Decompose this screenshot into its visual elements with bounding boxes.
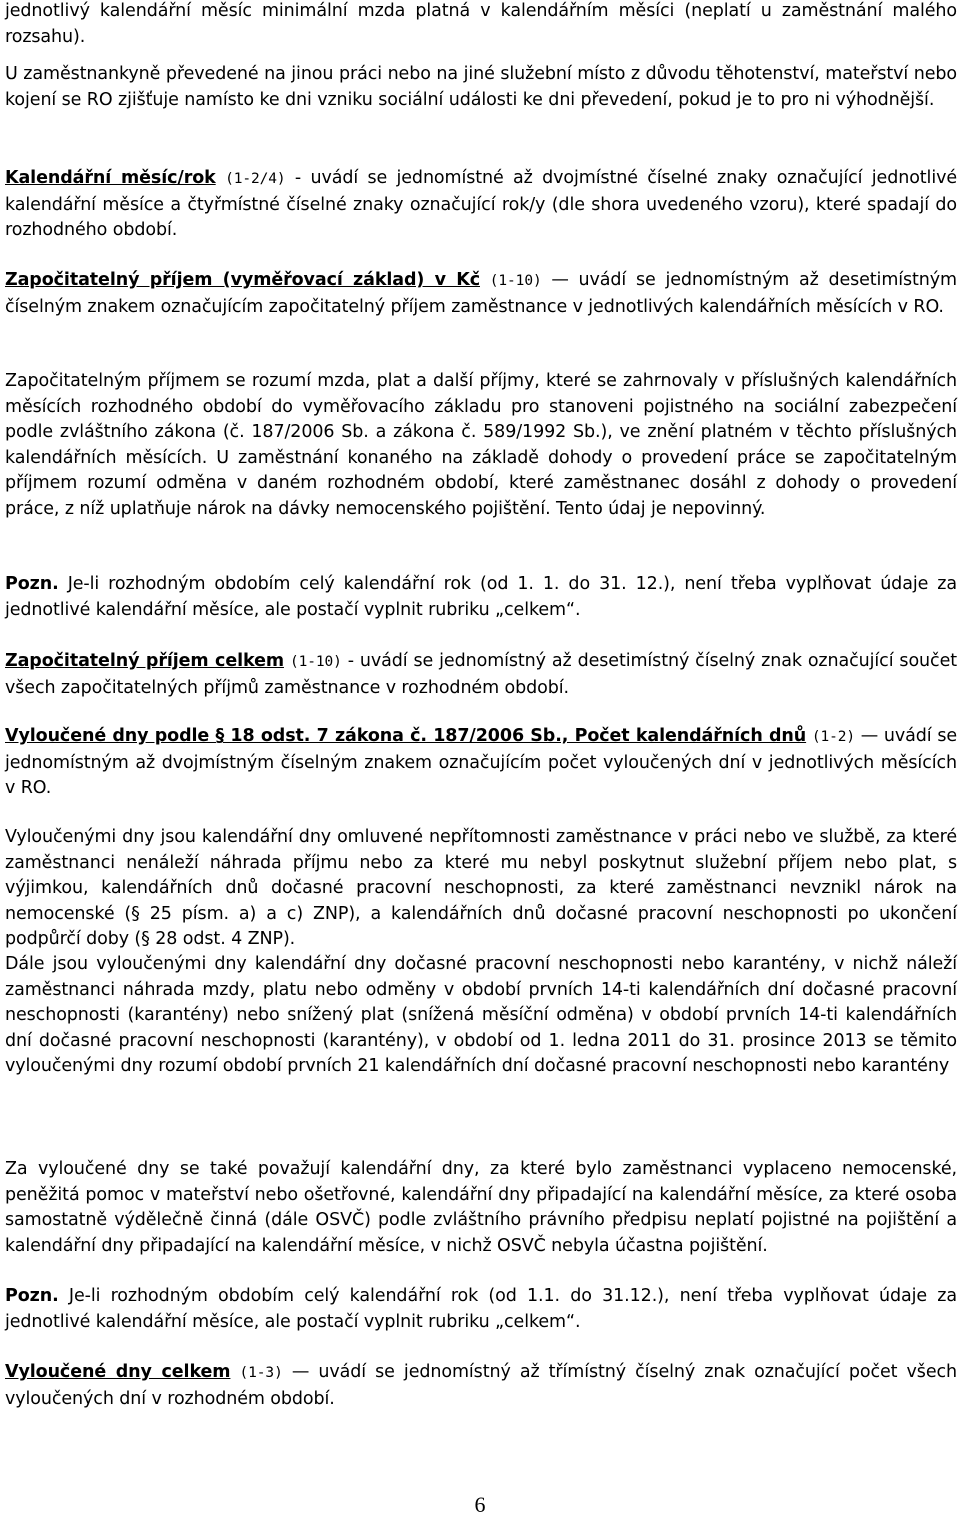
paragraph-excluded-days-total xyxy=(5,1360,957,1412)
range-countable-income-total: (1-10) xyxy=(289,654,342,670)
paragraph-text: — uvádí se jednomístným až desetimístným číselným znakem označujícím započitatelný příjem zaměstnance v jednotlivých kalendářních měsících v RO. xyxy=(5,270,958,317)
paragraph-text: jednotlivý kalendářní měsíc minimální mzda platná v kalendářním měsíci (neplatí u zaměstnání malého rozsahu). xyxy=(5,1,957,47)
heading-countable-income-total: Započitatelný příjem celkem xyxy=(5,651,284,671)
paragraph-excluded-days-definition xyxy=(5,825,957,953)
paragraph-text: (dle shora uvedeného vzoru), které spadají do rozhodného období. xyxy=(5,194,957,240)
heading-countable-income: Započitatelný příjem (vyměřovací základ) v Kč xyxy=(5,270,480,290)
paragraph-text: Za vyloučené dny se také považují kalendářní dny, za které bylo zaměstnanci vyplaceno nemocenské, peněžitá pomoc v mateřství nebo ošetřovné, kalendářní dny připadající na kalendářní měsíce, za které osoba samostatně výdělečně činná (dále OSVČ) podle zvláštního právního předpisu neplatí pojistné na pojištění a kalendářní dny připadající na kalendářní měsíce, v nichž OSVČ nebyla účastna pojištění. xyxy=(5,1159,957,1256)
paragraph-text: - uvádí se jednomístné až dvojmístné číselné znaky označující jednotlivé kalendářní měsíce a čtyřmístné číselné znaky označující rok/y xyxy=(5,168,958,215)
paragraph-countable-income xyxy=(5,268,957,320)
paragraph-text: Je-li rozhodným obdobím celý kalendářní rok (od 1.1. do 31.12.), není třeba vyplňovat údaje za jednotlivé kalendářní měsíce, ale postačí vyplnit rubriku „celkem“. xyxy=(5,1286,957,1332)
note-calendar-year-2 xyxy=(5,1284,957,1335)
paragraph-text: - uvádí se jednomístný až desetimístný číselný znak označující součet všech započitatelných příjmů zaměstnance v rozhodném období. xyxy=(5,651,957,698)
paragraph-countable-income-definition xyxy=(5,369,957,522)
note-calendar-year-1 xyxy=(5,572,957,623)
paragraph-excluded-days-sickness xyxy=(5,952,957,1080)
paragraph-excluded-days-other xyxy=(5,1157,957,1259)
heading-excluded-days-total: Vyloučené dny celkem xyxy=(5,1362,231,1382)
paragraph-text: — uvádí se jednomístný až třímístný číselný znak označující počet všech vyloučených dní v rozhodném období. xyxy=(5,1362,957,1409)
paragraph-calendar-month xyxy=(5,166,957,244)
heading-excluded-days: Vyloučené dny podle § 18 odst. 7 zákona č. 187/2006 Sb., Počet kalendářních dnů xyxy=(5,726,807,746)
note-label: Pozn. xyxy=(5,1286,59,1306)
range-excluded-days: (1-2) xyxy=(811,729,856,745)
range-excluded-days-total: (1-3) xyxy=(239,1365,283,1381)
paragraph-text: Vyloučenými dny jsou kalendářní dny omluvené nepřítomnosti zaměstnance v práci nebo ve službě, za které zaměstnanci nenáleží náhrada příjmu nebo za které mu nebyl poskytnut služební příjem nebo plat, s výjimkou, kalendářních dnů dočasné pracovní neschopnosti, za které zaměstnanci nevznikl nárok na nemocenské (§ 25 písm. a) a c) ZNP), a kalendářních dnů dočasné pracovní neschopnosti po ukončení podpůrčí doby (§ 28 odst. 4 ZNP). xyxy=(5,827,957,949)
paragraph-minimum-wage xyxy=(5,0,957,50)
range-countable-income: (1-10) xyxy=(489,273,542,289)
paragraph-text: Dále jsou vyloučenými dny kalendářní dny dočasné pracovní neschopnosti nebo karantény, v nichž náleží zaměstnanci náhrada mzdy, platu nebo odměny v období prvních 14-ti kalendářních dní dočasné pracovní neschopnosti (karantény) nebo snížený plat (snížená měsíční odměna) v období prvních 14-ti kalendářních dní dočasné pracovní neschopnosti (karantény), v období od 1. ledna 2011 do 31. prosince 2013 se těmito vyloučenými dny rozumí období prvních 21 kalendářních dní dočasné pracovní neschopnosti nebo karantény xyxy=(5,954,957,1076)
page-number: 6 xyxy=(474,1492,486,1517)
paragraph-text: — uvádí se jednomístným až dvojmístným číselným znakem označujícím počet vyloučených dní v jednotlivých měsících v RO. xyxy=(5,726,958,798)
paragraph-text: Započitatelným příjmem se rozumí mzda, plat a další příjmy, které se zahrnovaly v příslušných kalendářních měsících rozhodného období do vyměřovacího základu pro stanoveni pojistného na sociální zabezpečení podle zvláštního zákona (č. 187/2006 Sb. a zákona č. 589/1992 Sb.), ve znění platném v těchto příslušných kalendářních měsících. U zaměstnání konaného na základě dohody o provedení práce se započitatelným příjmem rozumí odměna v daném rozhodném období, které zaměstnanec dosáhl z dohody o provedení práce, z níž uplatňuje nárok na dávky nemocenského pojištění. Tento údaj je nepovinný. xyxy=(5,371,957,519)
range-calendar-month: (1-2/4) xyxy=(225,171,286,187)
paragraph-excluded-days xyxy=(5,724,957,802)
paragraph-text: U zaměstnankyně převedené na jinou práci nebo na jiné služební místo z důvodu těhotenství, mateřství nebo kojení se RO zjišťuje namísto ke dni vzniku sociální události ke dni převedení, pokud je to pro ni výhodnější. xyxy=(5,64,957,110)
paragraph-text: Je-li rozhodným obdobím celý kalendářní rok (od 1. 1. do 31. 12.), není třeba vyplňovat údaje za jednotlivé kalendářní měsíce, ale postačí vyplnit rubriku „celkem“. xyxy=(5,574,957,620)
heading-calendar-month: Kalendářní měsíc/rok xyxy=(5,168,216,188)
note-label: Pozn. xyxy=(5,574,59,594)
paragraph-pregnancy-transfer xyxy=(5,62,957,113)
paragraph-countable-income-total xyxy=(5,649,957,701)
